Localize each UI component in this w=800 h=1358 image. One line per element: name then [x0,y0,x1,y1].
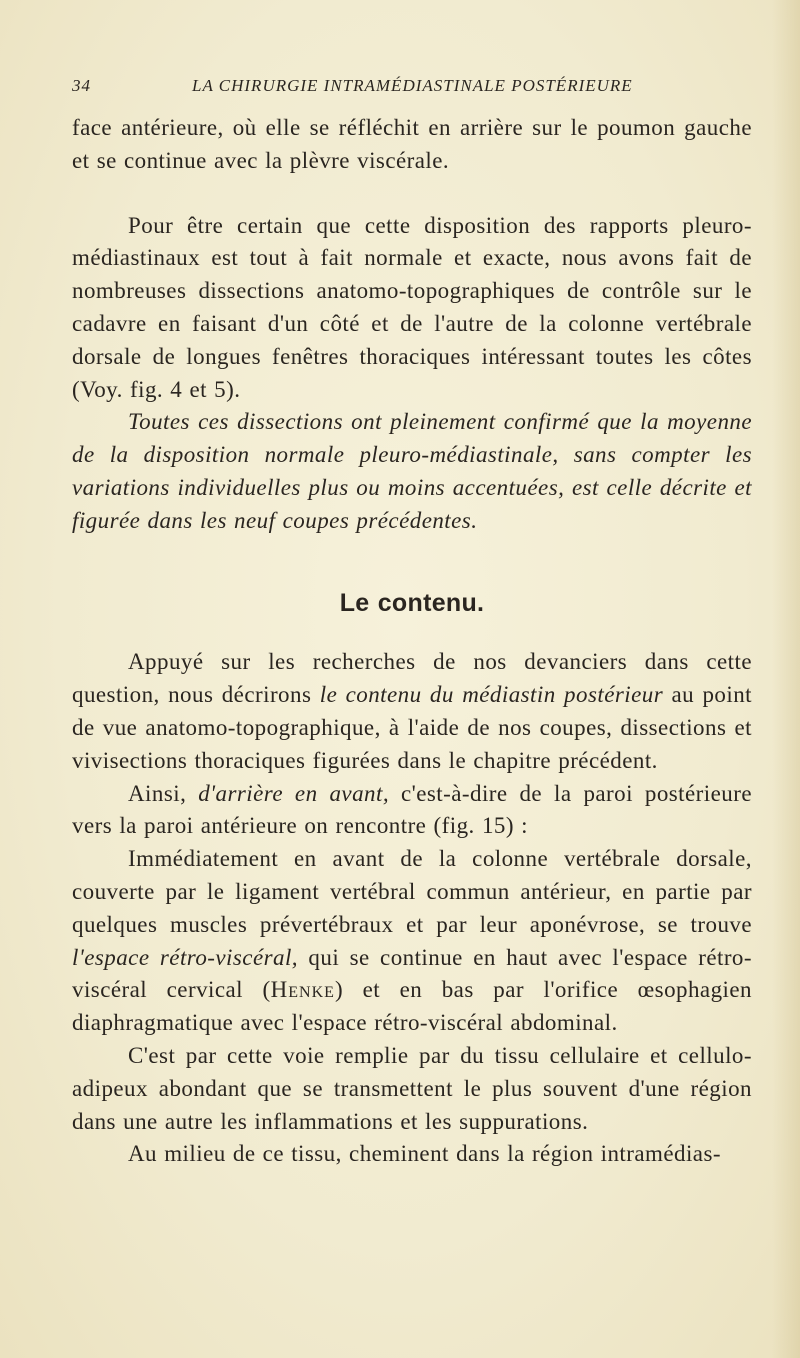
page-number: 34 [72,76,91,95]
section-heading: Le contenu. [339,588,485,617]
paragraph-6-part-a: Immédiatement en avant de la colonne vertébrale dorsale, couverte par le ligament vertébral commun antérieur, en partie par quelques muscles prévertébraux et par leur aponévrose, se trouve [72,846,752,937]
paragraph-8: Au milieu de ce tissu, cheminent dans la région intramédias- [128,1141,721,1167]
paragraph-2: Pour être certain que cette disposition des rapports pleuro-médiastinaux est tout à fait normale et exacte, nous avons fait de nombreuses dissections anatomo-topographiques de contrôle sur le cadavre en faisant d'un côté et de l'autre de la colonne vertébrale dorsale de longues fenêtres thoraciques intéressant toutes les côtes (Voy. fig. 4 et 5). [72,212,752,402]
paragraph-6 [72,843,752,1040]
running-title: LA CHIRURGIE INTRAMÉDIASTINALE POSTÉRIEURE [192,76,633,95]
page-edge-shadow [772,0,800,1358]
paragraph-4-part-a: Appuyé sur les recherches de nos devanciers dans cette question, nous décrirons [72,649,752,708]
paragraph-6-part-c: ) et en bas par l'orifice œsophagien diaphragmatique avec l'espace rétro-viscéral abdominal. [72,977,752,1036]
body-text [72,112,752,1171]
paragraph-4-part-b: au point de vue anatomo-topographique, à l'aide de nos coupes, dissections et vivisections thoraciques figurées dans le chapitre précédent. [72,682,752,773]
author-name-henke: Henke [270,977,335,1003]
paragraph-5-part-a: Ainsi, [128,780,199,806]
paragraph-6-part-b: qui se continue en haut avec l'espace rétro-viscéral cervical ( [72,944,752,1003]
paragraph-4 [72,646,752,777]
paragraph-4-emphasis: le contenu du médiastin postérieur [319,682,664,708]
page-header [72,76,752,104]
paragraph-3-text: Toutes ces dissections ont pleinement confirmé que la moyenne de la disposition normale pleuro-médiastinale, sans compter les variations individuelles plus ou moins accentuées, est celle décrite et figurée dans les neuf coupes précédentes. [72,409,752,533]
paragraph-3-italic [72,406,752,537]
paragraph-1: face antérieure, où elle se réfléchit en arrière sur le poumon gauche et se continue avec la plèvre viscérale. [72,115,752,173]
paragraph-5-part-b: c'est-à-dire de la paroi postérieure vers la paroi antérieure on rencontre (fig. 15) : [72,780,752,839]
paragraph-5 [72,778,752,844]
paragraph-5-emphasis: d'arrière en avant, [198,780,390,806]
paragraph-6-emphasis: l'espace rétro-viscéral, [72,944,299,970]
paragraph-7: C'est par cette voie remplie par du tissu cellulaire et cellulo-adipeux abondant que se transmettent le plus souvent d'une région dans une autre les inflammations et les suppurations. [72,1042,752,1134]
